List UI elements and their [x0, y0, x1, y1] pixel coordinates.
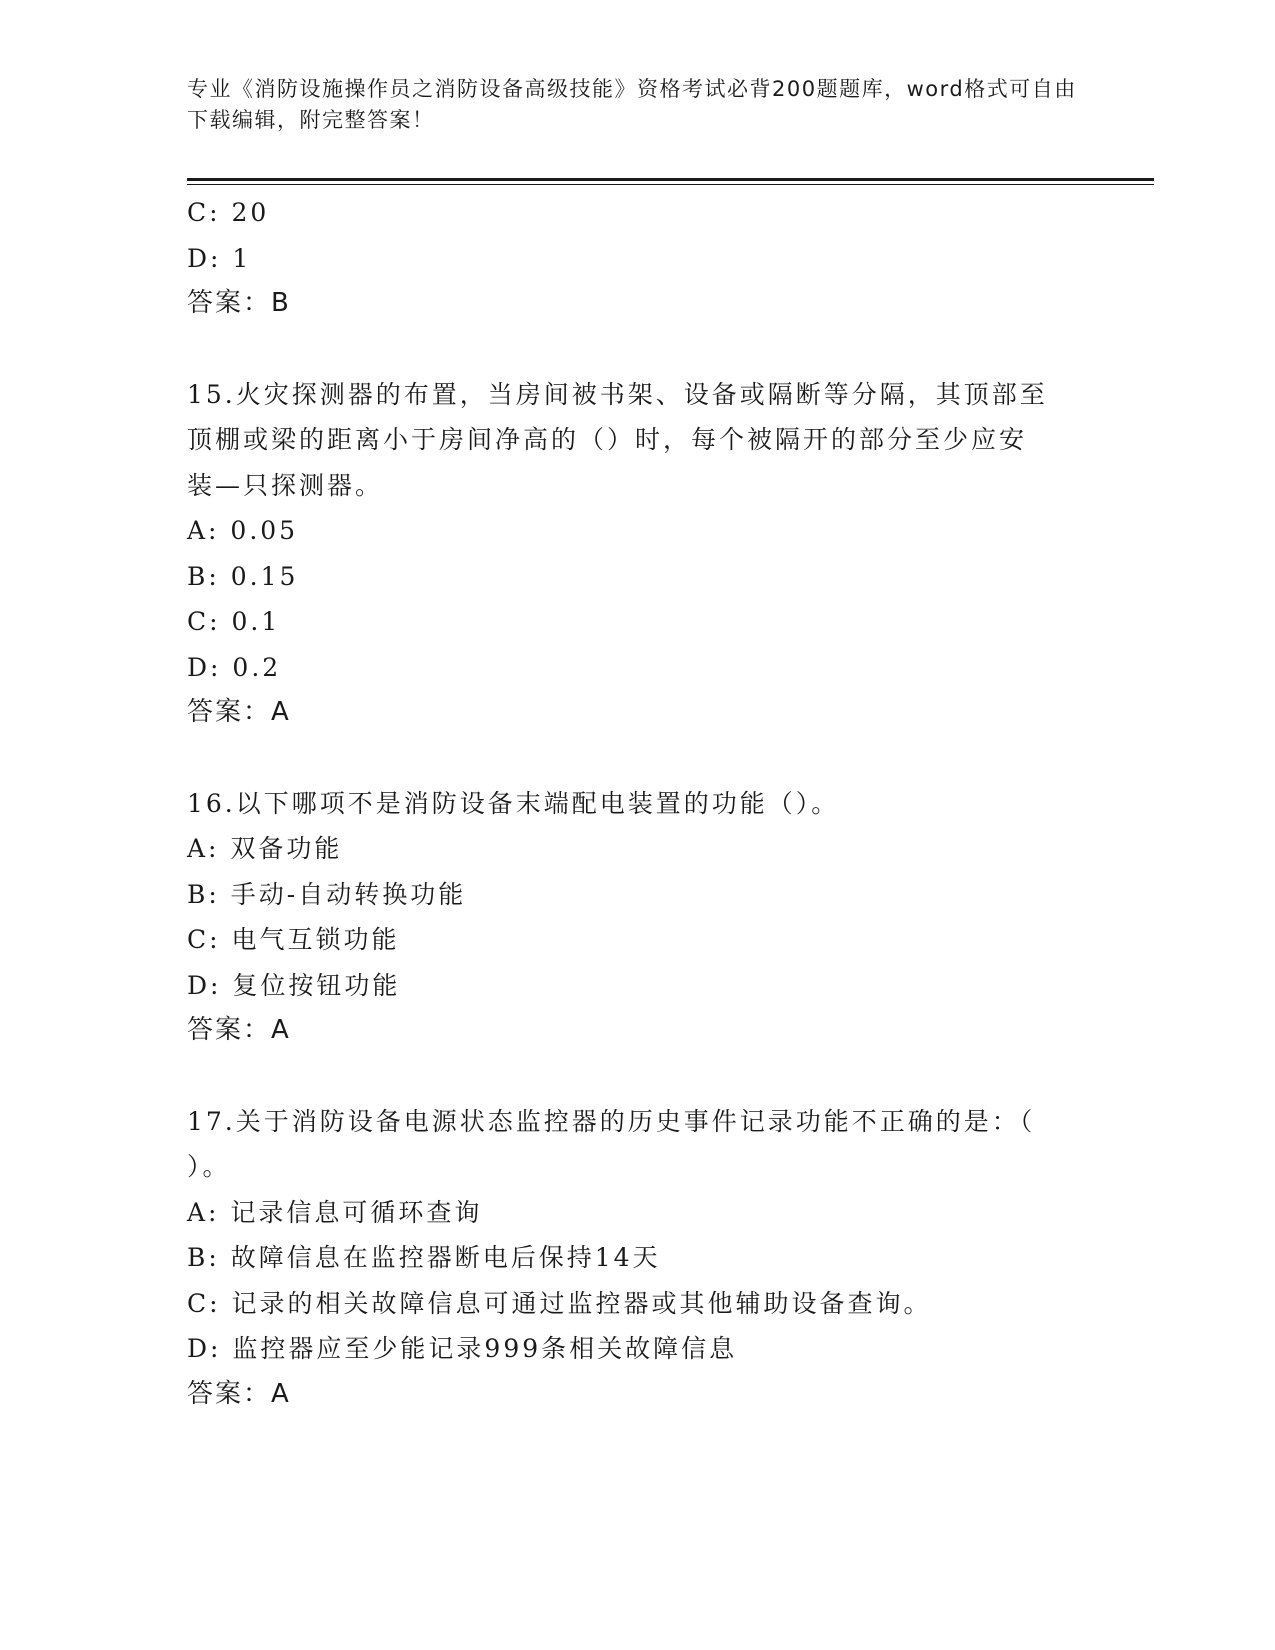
option-c: C: 20 — [187, 198, 270, 227]
option-d: D: 0.2 — [187, 652, 282, 682]
option-a: A: 双备功能 — [187, 834, 343, 863]
question-stem-line: 装—只探测器。 — [187, 470, 384, 500]
answer-line: 答案：A — [187, 1015, 291, 1045]
answer-line: 答案：A — [187, 697, 291, 727]
option-a: A: 0.05 — [187, 516, 299, 545]
option-c: C: 0.1 — [187, 607, 281, 636]
option-b: B: 故障信息在监控器断电后保持14天 — [187, 1243, 661, 1272]
question-stem-line: 顶棚或梁的距离小于房间净高的（）时，每个被隔开的部分至少应安 — [187, 425, 1028, 454]
option-c: C: 电气互锁功能 — [187, 925, 400, 954]
question-stem-line: ）。 — [187, 1152, 231, 1181]
option-b: B: 0.15 — [187, 561, 299, 591]
header-rule-thin — [187, 184, 1154, 185]
option-d: D: 复位按钮功能 — [187, 970, 401, 1000]
question-16 — [187, 781, 1087, 1054]
question-17 — [187, 1099, 1087, 1418]
option-d: D: 1 — [187, 243, 252, 273]
option-d: D: 监控器应至少能记录999条相关故障信息 — [187, 1334, 738, 1363]
question-15 — [187, 372, 1087, 736]
document-header: 专业《消防设施操作员之消防设备高级技能》资格考试必背200题题库，word格式可自由下载编辑，附完整答案！ — [187, 77, 1077, 132]
answer-line: 答案：B — [187, 288, 291, 318]
option-b: B: 手动-自动转换功能 — [187, 879, 467, 909]
option-a: A: 记录信息可循环查询 — [187, 1197, 483, 1227]
question-stem-line: 15.火灾探测器的布置，当房间被书架、设备或隔断等分隔，其顶部至 — [187, 379, 1048, 409]
question-content — [187, 190, 1087, 1417]
answer-line: 答案：A — [187, 1378, 291, 1409]
option-c: C: 记录的相关故障信息可通过监控器或其他辅助设备查询。 — [187, 1288, 932, 1318]
question-stem-line: 17.关于消防设备电源状态监控器的历史事件记录功能不正确的是：（ — [187, 1106, 1036, 1136]
question-fragment — [187, 190, 1087, 327]
question-stem-line: 16.以下哪项不是消防设备末端配电装置的功能（）。 — [187, 788, 840, 818]
header-rule-thick — [187, 178, 1154, 181]
